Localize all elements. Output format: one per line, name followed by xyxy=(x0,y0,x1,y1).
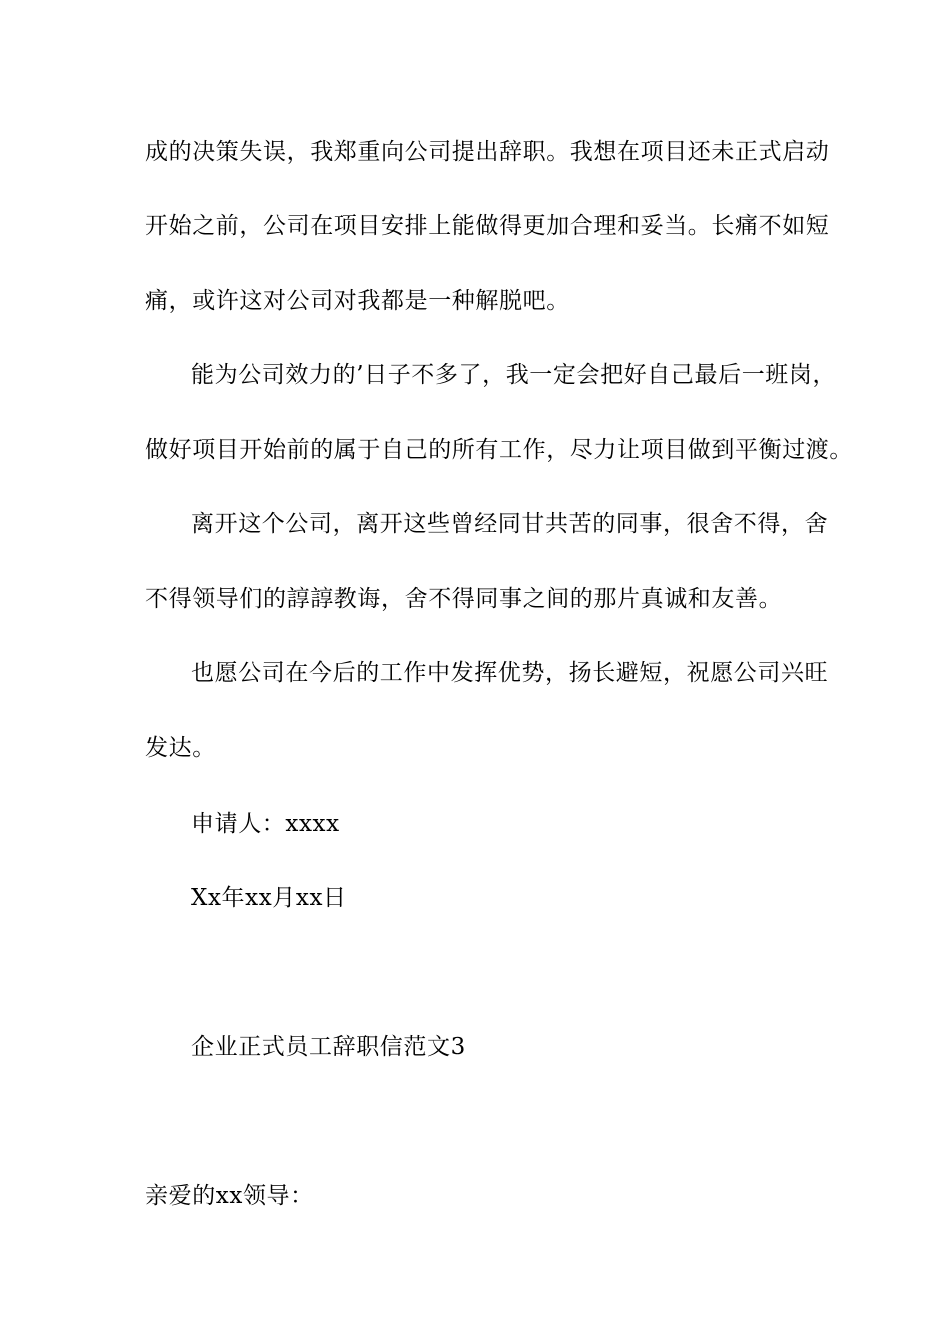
signature-date: Xx年xx月xx日 xyxy=(191,885,347,911)
paragraph-1-line-1: 成的决策失误，我郑重向公司提出辞职。我想在项目还未正式启动 xyxy=(145,139,830,165)
paragraph-1-line-3: 痛，或许这对公司对我都是一种解脱吧。 xyxy=(145,288,570,314)
paragraph-4-line-2: 发达。 xyxy=(145,735,216,761)
signature-applicant: 申请人：xxxx xyxy=(191,811,340,837)
paragraph-1-line-2: 开始之前，公司在项目安排上能做得更加合理和妥当。长痛不如短 xyxy=(145,213,830,239)
paragraph-2-line-2: 做好项目开始前的属于自己的所有工作，尽力让项目做到平衡过渡。 xyxy=(145,437,853,463)
paragraph-4-line-1: 也愿公司在今后的工作中发挥优势，扬长避短，祝愿公司兴旺 xyxy=(191,660,829,686)
section-title: 企业正式员工辞职信范文3 xyxy=(191,1034,466,1060)
salutation: 亲爱的xx领导： xyxy=(145,1183,314,1209)
paragraph-2-line-1: 能为公司效力的’日子不多了，我一定会把好自己最后一班岗， xyxy=(191,362,837,388)
paragraph-3-line-1: 离开这个公司，离开这些曾经同甘共苦的同事，很舍不得，舍 xyxy=(191,511,829,537)
paragraph-3-line-2: 不得领导们的諄諄教诲，舍不得同事之间的那片真诚和友善。 xyxy=(145,586,783,612)
